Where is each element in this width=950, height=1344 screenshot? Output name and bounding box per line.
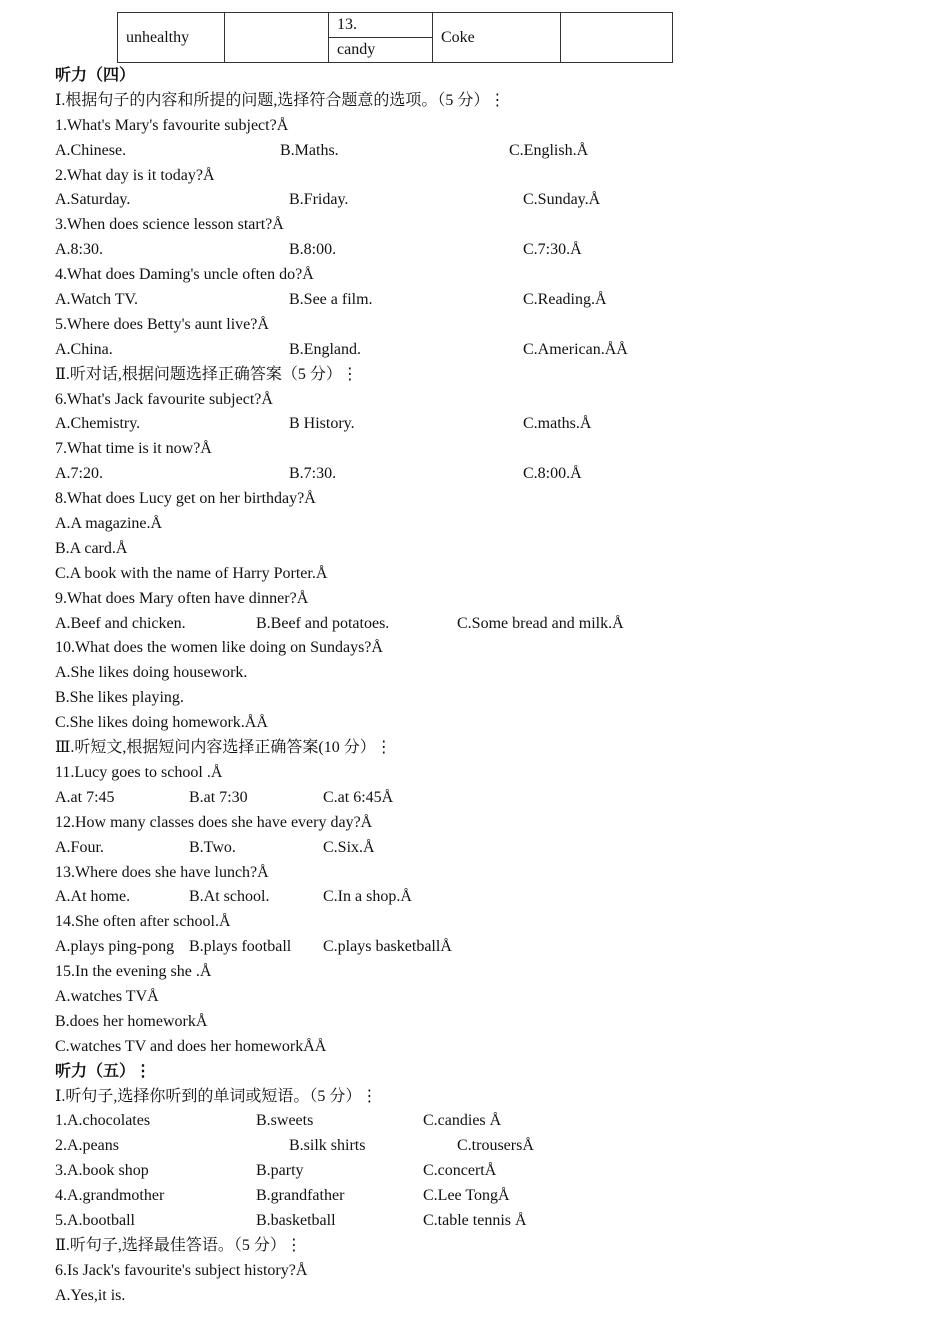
answer-option: A.At home. — [55, 888, 131, 906]
line-text: 听力（五）⋮ — [55, 1062, 152, 1080]
text-line — [55, 388, 915, 413]
text-line — [55, 711, 915, 736]
answer-option: A.Beef and chicken. — [55, 614, 186, 632]
answer-option: C.7:30.Å — [523, 241, 582, 259]
answer-option: C.Lee TongÅ — [423, 1187, 510, 1205]
answer-option: C.In a shop.Å — [323, 888, 412, 906]
text-line — [55, 363, 915, 388]
answer-options — [55, 288, 915, 313]
answer-option: B.at 7:30 — [189, 788, 248, 806]
text-line — [55, 985, 915, 1010]
text-line — [55, 114, 915, 139]
answer-options — [55, 786, 915, 811]
answer-option: A.7:20. — [55, 465, 103, 483]
text-line — [55, 263, 915, 288]
text-line — [55, 1284, 915, 1309]
line-text: Ⅰ.根据句子的内容和所提的问题,选择符合题意的选项。（5 分）⋮ — [55, 91, 506, 109]
answer-option: A.Chinese. — [55, 141, 127, 159]
answer-option: A.China. — [55, 340, 113, 358]
text-line — [55, 164, 915, 189]
section-heading — [55, 1060, 915, 1085]
table-cell-empty — [225, 13, 329, 63]
table-cell: candy — [329, 38, 433, 63]
answer-option: 3.A.book shop — [55, 1162, 149, 1180]
answer-option: B History. — [289, 415, 355, 433]
answer-options — [55, 1134, 915, 1159]
text-line — [55, 1010, 915, 1035]
line-text: 15.In the evening she .Å — [55, 963, 212, 981]
answer-option: A.plays ping-pong — [55, 938, 175, 956]
table-cell: 13. — [329, 13, 433, 38]
answer-option: B.Maths. — [280, 141, 339, 159]
text-line — [55, 861, 915, 886]
line-text: B.She likes playing. — [55, 689, 184, 707]
answer-options — [55, 412, 915, 437]
line-text: C.A book with the name of Harry Porter.Å — [55, 564, 328, 582]
line-text: 听力（四） — [55, 67, 136, 84]
answer-options — [55, 1184, 915, 1209]
answer-options — [55, 238, 915, 263]
line-text: B.does her homeworkÅ — [55, 1012, 208, 1030]
line-text: 7.What time is it now?Å — [55, 440, 212, 458]
answer-options — [55, 935, 915, 960]
answer-options — [55, 1109, 915, 1134]
answer-option: A.Chemistry. — [55, 415, 141, 433]
table-cell: unhealthy — [118, 13, 225, 63]
answer-option: C.Some bread and milk.Å — [457, 614, 624, 632]
section-heading — [55, 64, 915, 89]
text-line — [55, 537, 915, 562]
answer-option: B.Two. — [189, 838, 236, 856]
text-line — [55, 487, 915, 512]
vocabulary-table — [117, 12, 673, 63]
answer-option: C.at 6:45Å — [323, 788, 394, 806]
text-line — [55, 313, 915, 338]
text-line — [55, 1035, 915, 1060]
text-line — [55, 89, 915, 114]
answer-option: B.At school. — [189, 888, 270, 906]
answer-option: 5.A.bootball — [55, 1211, 135, 1229]
answer-options — [55, 1209, 915, 1234]
answer-options — [55, 885, 915, 910]
line-text: A.Yes,it is. — [55, 1286, 126, 1304]
answer-option: B.7:30. — [289, 465, 337, 483]
text-line — [55, 761, 915, 786]
line-text: 2.What day is it today?Å — [55, 166, 215, 184]
answer-options — [55, 338, 915, 363]
line-text: 14.She often after school.Å — [55, 913, 231, 931]
line-text: C.watches TV and does her homeworkÅÅ — [55, 1037, 327, 1055]
text-line — [55, 636, 915, 661]
answer-option: C.English.Å — [509, 141, 589, 159]
table-cell-empty — [561, 13, 673, 63]
text-line — [55, 437, 915, 462]
line-text: 12.How many classes does she have every day?Å — [55, 813, 373, 831]
text-line — [55, 1085, 915, 1110]
line-text: 9.What does Mary often have dinner?Å — [55, 589, 309, 607]
answer-option: B.silk shirts — [289, 1137, 366, 1155]
answer-option: 2.A.peans — [55, 1137, 119, 1155]
text-line — [55, 1234, 915, 1259]
table-cell: Coke — [433, 13, 561, 63]
answer-option: B.plays football — [189, 938, 292, 956]
answer-option: B.party — [256, 1162, 304, 1180]
answer-option: A.8:30. — [55, 241, 103, 259]
answer-option: 4.A.grandmother — [55, 1187, 165, 1205]
line-text: 1.What's Mary's favourite subject?Å — [55, 116, 289, 134]
answer-option: A.Four. — [55, 838, 104, 856]
answer-option: C.candies Å — [423, 1112, 502, 1130]
answer-option: B.8:00. — [289, 241, 337, 259]
answer-options — [55, 188, 915, 213]
line-text: Ⅰ.听句子,选择你听到的单词或短语。（5 分）⋮ — [55, 1087, 378, 1105]
text-line — [55, 587, 915, 612]
answer-option: C.Reading.Å — [523, 291, 607, 309]
answer-option: B.grandfather — [256, 1187, 345, 1205]
answer-option: C.trousersÅ — [457, 1137, 534, 1155]
line-text: Ⅲ.听短文,根据短问内容选择正确答案(10 分）⋮ — [55, 739, 392, 757]
text-line — [55, 562, 915, 587]
line-text: 8.What does Lucy get on her birthday?Å — [55, 490, 316, 508]
answer-option: A.at 7:45 — [55, 788, 115, 806]
answer-option: C.maths.Å — [523, 415, 592, 433]
listening-exercises — [55, 64, 915, 1309]
line-text: 3.When does science lesson start?Å — [55, 216, 284, 234]
answer-option: B.England. — [289, 340, 361, 358]
line-text: 6.Is Jack's favourite's subject history?Å — [55, 1261, 308, 1279]
answer-option: C.8:00.Å — [523, 465, 582, 483]
text-line — [55, 736, 915, 761]
answer-option: C.table tennis Å — [423, 1211, 527, 1229]
answer-option: C.plays basketballÅ — [323, 938, 452, 956]
line-text: 11.Lucy goes to school .Å — [55, 763, 223, 781]
answer-option: B.See a film. — [289, 291, 373, 309]
answer-options — [55, 1159, 915, 1184]
text-line — [55, 512, 915, 537]
answer-options — [55, 462, 915, 487]
line-text: 6.What's Jack favourite subject?Å — [55, 390, 273, 408]
line-text: Ⅱ.听对话,根据问题选择正确答案（5 分）⋮ — [55, 365, 358, 383]
answer-option: B.basketball — [256, 1211, 336, 1229]
answer-option: C.Sunday.Å — [523, 191, 601, 209]
text-line — [55, 910, 915, 935]
line-text: C.She likes doing homework.ÅÅ — [55, 714, 268, 732]
answer-options — [55, 612, 915, 637]
text-line — [55, 686, 915, 711]
line-text: A.A magazine.Å — [55, 515, 163, 533]
answer-option: C.American.ÅÅ — [523, 340, 628, 358]
text-line — [55, 811, 915, 836]
text-line — [55, 213, 915, 238]
answer-option: A.Watch TV. — [55, 291, 138, 309]
answer-option: C.Six.Å — [323, 838, 375, 856]
answer-option: A.Saturday. — [55, 191, 131, 209]
answer-option: B.Beef and potatoes. — [256, 614, 390, 632]
answer-option: B.Friday. — [289, 191, 349, 209]
line-text: B.A card.Å — [55, 539, 128, 557]
line-text: 10.What does the women like doing on Sundays?Å — [55, 639, 383, 657]
answer-option: C.concertÅ — [423, 1162, 497, 1180]
text-line — [55, 661, 915, 686]
line-text: A.She likes doing housework. — [55, 664, 248, 682]
answer-option: B.sweets — [256, 1112, 314, 1130]
text-line — [55, 960, 915, 985]
line-text: A.watches TVÅ — [55, 987, 159, 1005]
answer-options — [55, 836, 915, 861]
line-text: 4.What does Daming's uncle often do?Å — [55, 266, 314, 284]
line-text: Ⅱ.听句子,选择最佳答语。（5 分）⋮ — [55, 1236, 302, 1254]
answer-options — [55, 139, 915, 164]
text-line — [55, 1259, 915, 1284]
line-text: 5.Where does Betty's aunt live?Å — [55, 315, 269, 333]
answer-option: 1.A.chocolates — [55, 1112, 151, 1130]
line-text: 13.Where does she have lunch?Å — [55, 863, 269, 881]
